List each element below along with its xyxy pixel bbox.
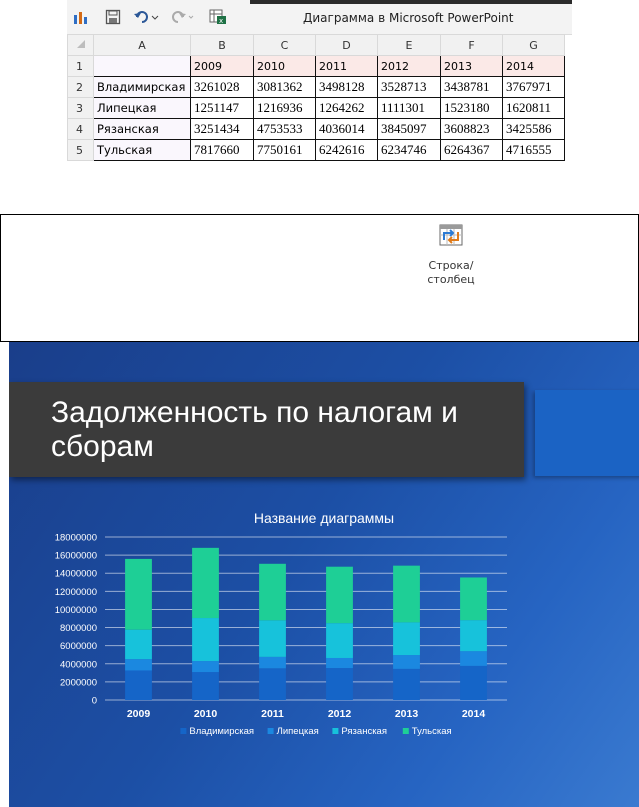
table-cell[interactable]: Тульская — [94, 140, 191, 161]
ribbon-fragment — [0, 214, 639, 342]
table-cell[interactable]: 4716555 — [503, 140, 565, 161]
table-cell[interactable]: 4753533 — [254, 119, 316, 140]
titlebar-strip — [250, 0, 572, 4]
table-cell[interactable]: 2012 — [378, 56, 441, 77]
bar-segment — [460, 651, 487, 666]
table-cell[interactable]: 6264367 — [441, 140, 503, 161]
table-cell[interactable]: 3845097 — [378, 119, 441, 140]
switch-row-column-button[interactable] — [421, 223, 481, 287]
bar-segment — [393, 655, 420, 669]
bar-segment — [125, 630, 152, 659]
table-cell[interactable]: 2010 — [254, 56, 316, 77]
bar-segment — [259, 657, 286, 668]
legend-label: Тульская — [411, 726, 452, 737]
column-header-g[interactable]: G — [503, 35, 565, 56]
bar-segment — [460, 577, 487, 620]
table-cell[interactable]: 1216936 — [254, 98, 316, 119]
y-tick-label: 0 — [91, 695, 97, 707]
bar-segment — [192, 661, 219, 672]
table-cell[interactable]: 3767971 — [503, 77, 565, 98]
slide-title: Задолженность по налогам и сборам — [51, 396, 458, 463]
bar-segment — [460, 666, 487, 700]
table-cell[interactable]: Липецкая — [94, 98, 191, 119]
table-cell[interactable]: 7750161 — [254, 140, 316, 161]
table-row — [68, 98, 565, 119]
undo-icon[interactable] — [133, 8, 159, 26]
bar-segment — [393, 669, 420, 700]
legend-swatch — [403, 728, 409, 734]
table-cell[interactable]: 2013 — [441, 56, 503, 77]
column-header-d[interactable]: D — [316, 35, 378, 56]
x-tick-label: 2014 — [461, 708, 486, 720]
y-tick-label: 16000000 — [54, 550, 97, 562]
row-number[interactable]: 4 — [68, 119, 94, 140]
table-cell[interactable]: 2009 — [191, 56, 254, 77]
edit-in-excel-icon[interactable] — [209, 8, 227, 26]
x-tick-label: 2013 — [394, 708, 419, 720]
column-header-row — [68, 35, 565, 56]
row-number[interactable]: 2 — [68, 77, 94, 98]
table-row — [68, 119, 565, 140]
table-cell[interactable]: 3081362 — [254, 77, 316, 98]
table-row — [68, 77, 565, 98]
legend-label: Липецкая — [276, 726, 319, 737]
table-cell[interactable]: 2014 — [503, 56, 565, 77]
x-tick-label: 2009 — [126, 708, 151, 720]
chart-title: Название диаграммы — [253, 510, 395, 526]
x-tick-label: 2012 — [327, 708, 352, 720]
y-tick-label: 4000000 — [60, 659, 97, 671]
table-row — [68, 56, 565, 77]
bar-segment — [259, 668, 286, 700]
bar-segment — [393, 622, 420, 655]
excel-window-title: Диаграмма в Microsoft PowerPoint — [303, 11, 514, 25]
legend-label: Владимирская — [189, 726, 255, 737]
column-header-f[interactable]: F — [441, 35, 503, 56]
svg-text:x: x — [219, 17, 224, 25]
table-cell[interactable]: 3498128 — [316, 77, 378, 98]
table-cell[interactable]: 3528713 — [378, 77, 441, 98]
table-cell[interactable]: 1251147 — [191, 98, 254, 119]
legend-swatch — [268, 728, 274, 734]
bar-segment — [460, 620, 487, 651]
slide[interactable] — [9, 342, 639, 807]
table-cell[interactable]: 1111301 — [378, 98, 441, 119]
bar-segment — [326, 623, 353, 658]
bar-segment — [192, 618, 219, 661]
switch-button-label-line2: столбец — [427, 273, 475, 286]
table-cell[interactable]: 6234746 — [378, 140, 441, 161]
legend-swatch — [332, 728, 338, 734]
table-cell[interactable]: Рязанская — [94, 119, 191, 140]
bar-segment — [326, 658, 353, 668]
table-cell[interactable] — [94, 56, 191, 77]
bar-segment — [326, 668, 353, 700]
y-tick-label: 14000000 — [54, 568, 97, 580]
legend-swatch — [180, 728, 186, 734]
y-tick-label: 2000000 — [60, 677, 97, 689]
legend-label: Рязанская — [341, 726, 387, 737]
table-cell[interactable]: 2011 — [316, 56, 378, 77]
table-cell[interactable]: 3425586 — [503, 119, 565, 140]
column-header-c[interactable]: C — [254, 35, 316, 56]
table-row — [68, 140, 565, 161]
row-number[interactable]: 1 — [68, 56, 94, 77]
table-cell[interactable]: 1264262 — [316, 98, 378, 119]
spreadsheet-grid[interactable] — [67, 34, 565, 161]
switch-button-label-line1: Строка/ — [428, 259, 474, 272]
table-cell[interactable]: 3251434 — [191, 119, 254, 140]
table-cell[interactable]: 4036014 — [316, 119, 378, 140]
table-cell[interactable]: 1620811 — [503, 98, 565, 119]
bar-segment — [192, 548, 219, 618]
x-tick-label: 2011 — [261, 708, 284, 720]
column-header-e[interactable]: E — [378, 35, 441, 56]
table-cell[interactable]: 3608823 — [441, 119, 503, 140]
excel-titlebar — [67, 0, 572, 35]
excel-window — [67, 0, 572, 166]
column-header-a[interactable]: A — [94, 35, 191, 56]
table-cell[interactable]: 3261028 — [191, 77, 254, 98]
save-icon[interactable] — [105, 8, 121, 26]
table-cell[interactable]: 1523180 — [441, 98, 503, 119]
bar-segment — [125, 659, 152, 670]
y-tick-label: 6000000 — [60, 641, 97, 653]
bar-segment — [192, 672, 219, 700]
y-tick-label: 12000000 — [54, 586, 97, 598]
bar-segment — [125, 670, 152, 700]
redo-icon[interactable] — [171, 8, 195, 26]
stacked-bar-chart[interactable] — [9, 342, 639, 807]
y-tick-label: 18000000 — [54, 532, 97, 544]
bar-segment — [326, 567, 353, 623]
bar-segment — [259, 620, 286, 657]
row-number[interactable]: 3 — [68, 98, 94, 119]
row-number[interactable]: 5 — [68, 140, 94, 161]
chart-icon — [73, 8, 89, 26]
column-header-b[interactable]: B — [191, 35, 254, 56]
bar-segment — [393, 566, 420, 623]
table-cell[interactable]: 7817660 — [191, 140, 254, 161]
table-cell[interactable]: 6242616 — [316, 140, 378, 161]
x-tick-label: 2010 — [193, 708, 218, 720]
y-tick-label: 8000000 — [60, 623, 97, 635]
bar-segment — [259, 564, 286, 621]
table-cell[interactable]: Владимирская — [94, 77, 191, 98]
table-cell[interactable]: 3438781 — [441, 77, 503, 98]
switch-row-column-icon — [421, 223, 481, 249]
select-all-corner[interactable] — [68, 35, 94, 56]
y-tick-label: 10000000 — [54, 604, 97, 616]
bar-segment — [125, 559, 152, 630]
